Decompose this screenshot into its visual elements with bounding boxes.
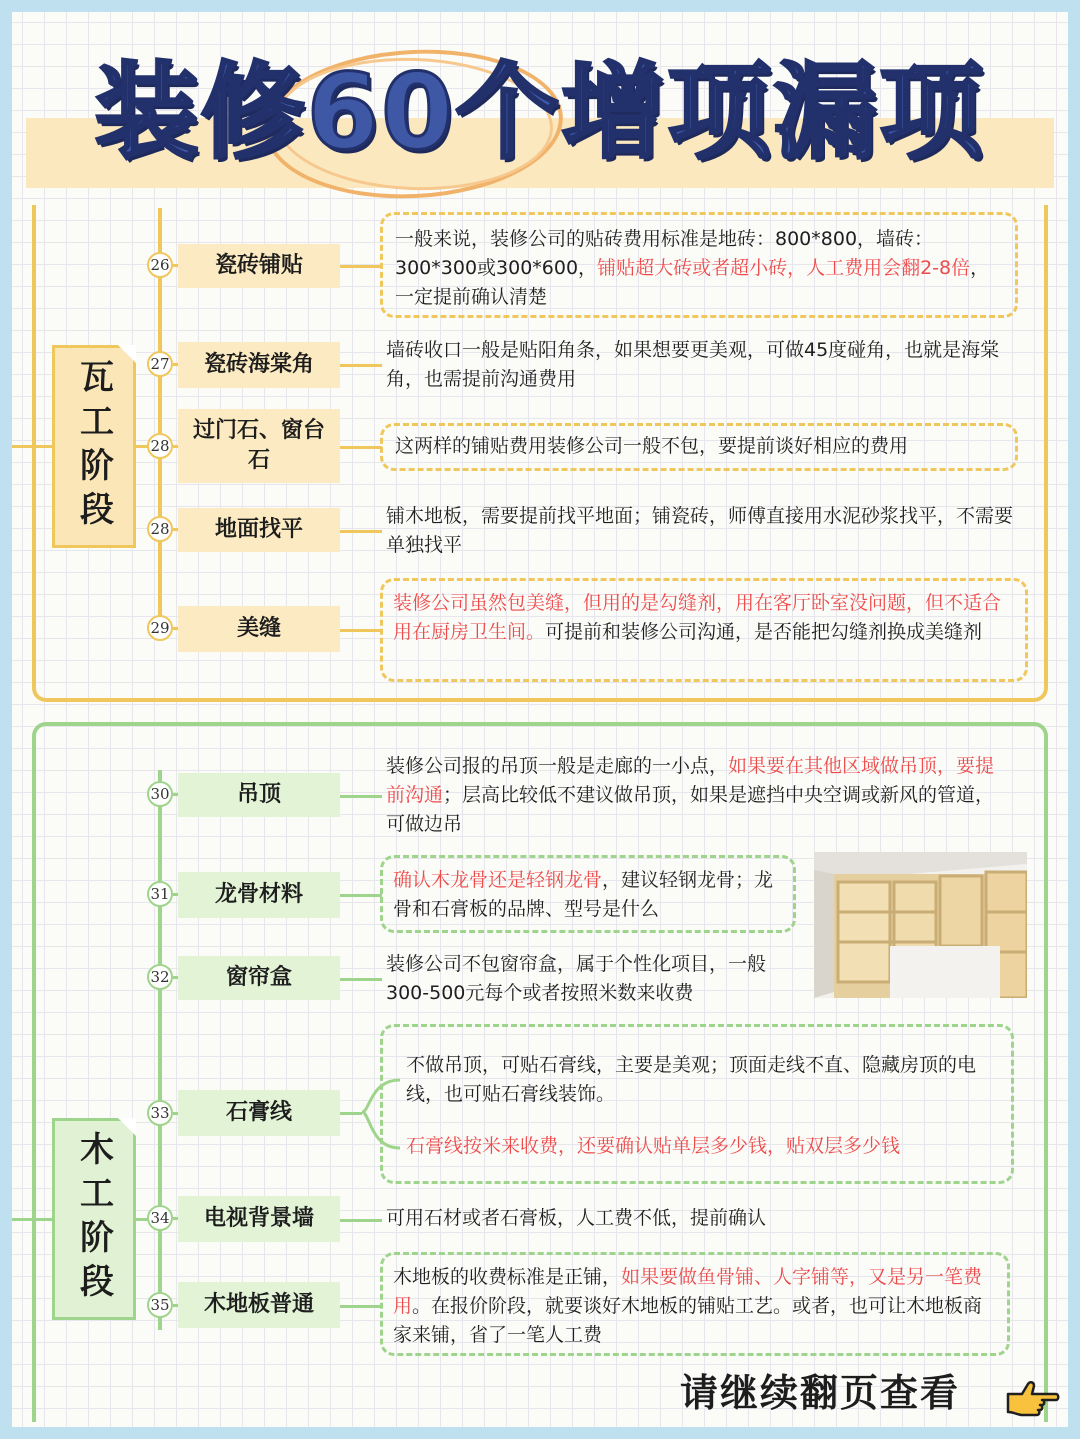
item-label: 电视背景墙 xyxy=(178,1196,340,1242)
item-description xyxy=(406,1132,996,1164)
connector xyxy=(340,446,382,449)
item-number: 27 xyxy=(147,351,173,377)
connector xyxy=(340,1219,382,1222)
desc-highlight: 确认木龙骨还是轻钢龙骨 xyxy=(393,869,603,891)
item-description xyxy=(386,502,1016,564)
wood-stage-connector xyxy=(12,1218,52,1221)
page-fold-icon xyxy=(118,1118,136,1136)
item-label: 石膏线 xyxy=(178,1090,340,1136)
stage-tile-work xyxy=(52,345,136,548)
item-label: 吊顶 xyxy=(178,773,340,817)
item-number: 32 xyxy=(147,964,173,990)
desc-seg: 墙砖收口一般是贴阳角条，如果想要更美观，可做45度碰角，也就是海棠角，也需提前沟通费用 xyxy=(386,339,1000,390)
item-number: 33 xyxy=(147,1100,173,1126)
desc-seg: 铺木地板，需要提前找平地面；铺瓷砖，师傅直接用水泥砂浆找平，不需要单独找平 xyxy=(386,505,1014,556)
stage-wood-label: 木工阶段 xyxy=(73,1131,114,1307)
item-description xyxy=(406,1051,996,1111)
desc-seg: 不做吊顶，可贴石膏线，主要是美观；顶面走线不直、隐藏房顶的电线，也可贴石膏线装饰。 xyxy=(406,1054,977,1105)
wood-spine xyxy=(158,770,162,1330)
item-label: 美缝 xyxy=(178,606,340,652)
connector xyxy=(340,265,382,268)
cabinet-illustration xyxy=(814,852,1027,998)
item-label: 龙骨材料 xyxy=(178,872,340,918)
item-description xyxy=(380,423,1018,471)
item-number: 28 xyxy=(147,433,173,459)
connector xyxy=(340,629,382,632)
desc-highlight: 如果要做鱼骨铺、人字铺等，又是另一笔费用 xyxy=(393,1266,983,1317)
item-number: 28 xyxy=(147,516,173,542)
desc-highlight: 如果要在其他区域做吊顶，要提前沟通 xyxy=(386,755,995,806)
desc-seg: 这两样的铺贴费用装修公司一般不包，要提前谈好相应的费用 xyxy=(395,435,909,457)
item-label: 瓷砖海棠角 xyxy=(178,342,340,388)
connector xyxy=(340,1305,382,1308)
desc-seg: 装修公司不包窗帘盒，属于个性化项目，一般300-500元每个或者按照米数来收费 xyxy=(386,953,767,1004)
item-description xyxy=(386,1204,1012,1236)
pointing-hand-icon xyxy=(1004,1376,1062,1418)
stage-wood-work xyxy=(52,1118,136,1320)
connector xyxy=(340,978,382,981)
desc-highlight: 石膏线按米来收费，还要确认贴单层多少钱，贴双层多少钱 xyxy=(406,1135,901,1157)
item-number: 35 xyxy=(147,1292,173,1318)
item-number: 29 xyxy=(147,615,173,641)
item-description xyxy=(380,578,1028,682)
item-label: 地面找平 xyxy=(178,508,340,552)
item-number: 34 xyxy=(147,1205,173,1231)
desc-seg: 装修公司报的吊顶一般是走廊的一小点， xyxy=(386,755,729,777)
desc-seg: ，建议轻钢龙骨；龙骨和石膏板的品牌、型号是什么 xyxy=(393,869,774,920)
item-description xyxy=(380,212,1018,318)
desc-seg: 可提前和装修公司沟通，是否能把勾缝剂换成美缝剂 xyxy=(545,621,983,643)
item-description xyxy=(386,336,1016,398)
cabinet-photo xyxy=(814,852,1027,998)
desc-seg: ；层高比较低不建议做吊顶，如果是遮挡中央空调或新风的管道，可做边吊 xyxy=(386,784,995,835)
connector xyxy=(340,1112,362,1115)
item-label: 窗帘盒 xyxy=(178,956,340,1000)
desc-seg: 可用石材或者石膏板，人工费不低，提前确认 xyxy=(386,1207,767,1229)
connector xyxy=(340,894,382,897)
connector xyxy=(340,364,382,367)
continue-reading-text: 请继续翻页查看 xyxy=(680,1371,961,1415)
page-fold-icon xyxy=(118,345,136,363)
desc-seg: 一般来说，装修公司的贴砖费用标准是地砖：800*800，墙砖：300*300或300*600， xyxy=(395,228,934,279)
desc-seg: 木地板的收费标准是正铺， xyxy=(393,1266,622,1288)
connector xyxy=(340,795,382,798)
item-description xyxy=(380,1252,1010,1356)
item-label: 木地板普通 xyxy=(178,1282,340,1328)
desc-seg: 。在报价阶段，就要谈好木地板的铺贴工艺。或者，也可让木地板商家来铺，省了一笔人工费 xyxy=(393,1295,983,1346)
item-description xyxy=(380,855,796,933)
desc-highlight: 装修公司虽然包美缝，但用的是勾缝剂，用在客厅卧室没问题，但不适合用在厨房卫生间。 xyxy=(393,592,1002,643)
item-number: 26 xyxy=(147,252,173,278)
desc-highlight: 铺贴超大砖或者超小砖，人工费用会翻2-8倍 xyxy=(597,257,971,279)
page-title: 装修60个增项漏项 xyxy=(94,51,986,173)
stage-tile-label: 瓦工阶段 xyxy=(73,358,114,535)
item-label: 过门石、窗台石 xyxy=(178,409,340,483)
item-number: 31 xyxy=(147,881,173,907)
connector xyxy=(340,530,382,533)
item-description xyxy=(386,950,796,1012)
desc-seg: ，一定提前确认清楚 xyxy=(395,257,990,308)
item-number: 30 xyxy=(147,781,173,807)
item-label: 瓷砖铺贴 xyxy=(178,244,340,288)
tile-stage-connector xyxy=(12,445,52,448)
item-description xyxy=(386,752,1012,842)
